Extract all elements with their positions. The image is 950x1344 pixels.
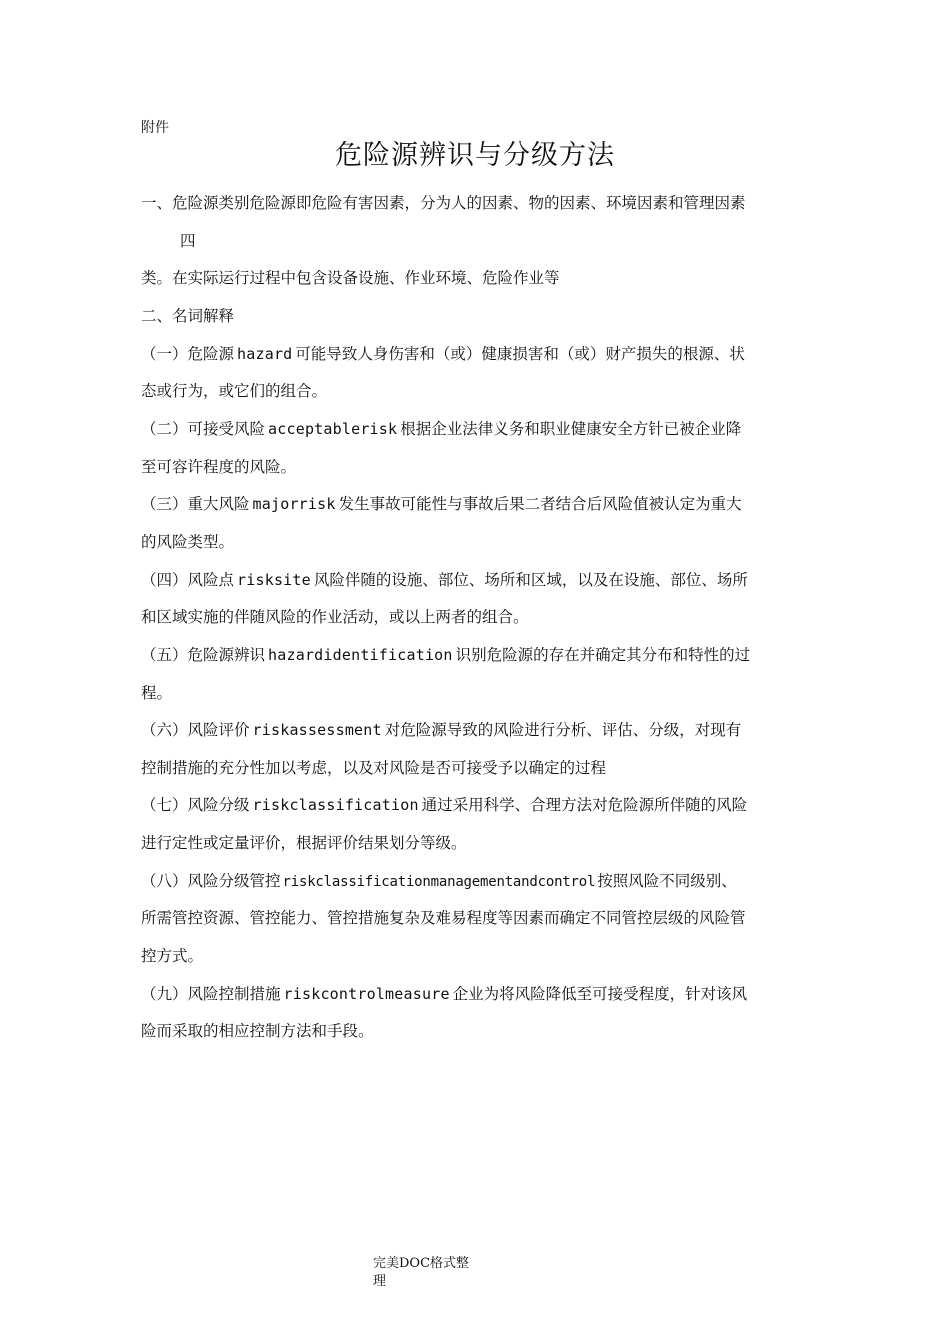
term-6-line-1: [141, 719, 741, 741]
term-label: （九）风险控制措施: [141, 985, 281, 1003]
section-1-line-1: 一、危险源类别危险源即危险有害因素，分为人的因素、物的因素、环境因素和管理因素: [141, 194, 746, 212]
term-8-line-1: [141, 870, 737, 893]
term-2-line-1: [141, 418, 741, 440]
term-label: （二）可接受风险: [141, 420, 266, 438]
term-definition: 根据企业法律义务和职业健康安全方针已被企业降: [400, 420, 742, 438]
term-definition: 可能导致人身伤害和（或）健康损害和（或）财产损失的根源、状: [295, 345, 745, 363]
term-8-line-3: 控方式。: [141, 947, 204, 965]
term-6-line-2: 控制措施的充分性加以考虑，以及对风险是否可接受予以确定的过程: [141, 759, 607, 777]
term-definition: 发生事故可能性与事故后果二者结合后风险值被认定为重大: [338, 495, 742, 513]
term-4-line-1: [141, 569, 748, 591]
term-7-line-2: 进行定性或定量评价，根据评价结果划分等级。: [141, 834, 467, 852]
term-english: majorrisk: [252, 495, 336, 513]
footer-line-1: 完美DOC格式整: [373, 1256, 470, 1271]
attachment-label: 附件: [141, 120, 169, 136]
term-definition: 对危险源导致的风险进行分析、评估、分级，对现有: [384, 721, 742, 739]
term-english: hazardidentification: [268, 646, 453, 664]
term-english: riskcontrolmeasure: [283, 985, 450, 1003]
term-english: acceptablerisk: [268, 420, 398, 438]
term-definition: 按照风险不同级别、: [597, 872, 737, 890]
term-english: riskassessment: [252, 721, 382, 739]
term-3-line-1: [141, 493, 742, 515]
term-label: （三）重大风险: [141, 495, 250, 513]
term-english: riskclassificationmanagementandcontrol: [282, 874, 596, 890]
page-footer: [373, 1255, 493, 1291]
term-1-line-1: [141, 343, 745, 365]
term-english: hazard: [237, 345, 293, 363]
term-5-line-1: [141, 644, 750, 666]
footer-line-2: 理: [373, 1274, 387, 1289]
section-2-heading: 二、名词解释: [141, 307, 235, 325]
term-5-line-2: 程。: [141, 684, 173, 702]
term-label: （八）风险分级管控: [141, 872, 281, 890]
section-1-line-2: 四: [180, 232, 196, 250]
term-9-line-1: [141, 983, 747, 1005]
term-4-line-2: 和区域实施的伴随风险的作业活动，或以上两者的组合。: [141, 608, 529, 626]
term-2-line-2: 至可容许程度的风险。: [141, 458, 297, 476]
term-english: risksite: [237, 571, 311, 589]
term-7-line-1: [141, 794, 747, 816]
document-title: 危险源辨识与分级方法: [335, 140, 615, 171]
term-1-line-2: 态或行为，或它们的组合。: [141, 382, 328, 400]
term-8-line-2: 所需管控资源、管控能力、管控措施复杂及难易程度等因素而确定不同管控层级的风险管: [141, 909, 746, 927]
term-label: （六）风险评价: [141, 721, 250, 739]
term-label: （一）危险源: [141, 345, 235, 363]
term-definition: 通过采用科学、合理方法对危险源所伴随的风险: [421, 796, 748, 814]
term-3-line-2: 的风险类型。: [141, 533, 235, 551]
term-label: （七）风险分级: [141, 796, 250, 814]
term-definition: 企业为将风险降低至可接受程度，针对该风: [452, 985, 748, 1003]
term-english: riskclassification: [252, 796, 419, 814]
section-1-line-3: 类。在实际运行过程中包含设备设施、作业环境、危险作业等: [141, 269, 560, 287]
term-definition: 风险伴随的设施、部位、场所和区域，以及在设施、部位、场所: [313, 571, 748, 589]
term-9-line-2: 险而采取的相应控制方法和手段。: [141, 1022, 374, 1040]
term-label: （五）危险源辨识: [141, 646, 266, 664]
term-definition: 识别危险源的存在并确定其分布和特性的过: [455, 646, 751, 664]
term-label: （四）风险点: [141, 571, 235, 589]
